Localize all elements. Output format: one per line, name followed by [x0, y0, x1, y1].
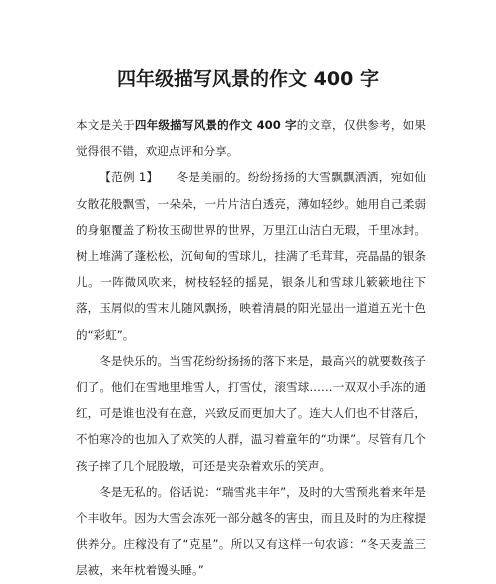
intro-paragraph — [76, 112, 426, 164]
intro-bold-title: 四年级描写风景的作文 400 字 — [134, 118, 297, 132]
paragraph-2: 冬是快乐的。当雪花纷纷扬扬的落下来是，最高兴的就要数孩子们了。他们在雪地里堆雪人，打雪仗，滚雪球……一双双小手冻的通红，可是谁也没有在意，兴致反而更加大了。连大人们也不甘落后，不怕寒冷的也加入了欢笑的人群，温习着童年的“功课”。尽管有几个孩子摔了几个屁股墩，可还是夹杂着欢乐的笑声。 — [76, 353, 426, 473]
intro-suffix: 的文章，仅供参考，如果觉得很不错，欢迎点评和分享。 — [76, 118, 426, 159]
intro-prefix: 本文是关于 — [76, 118, 135, 132]
paragraph-3: 冬是无私的。俗话说：“瑞雪兆丰年”，及时的大雪预兆着来年是个丰收年。因为大雪会冻死一部分越冬的害虫，而且及时的为庄稼提供养分。庄稼没有了“克星”。所以又有这样一句农谚：“冬天麦盖三层被，来年枕着馒头睡。” — [76, 484, 426, 578]
paragraph-1: 【范例 1】 冬是美丽的。纷纷扬扬的大雪飘飘洒洒，宛如仙女散花般飘雪，一朵朵，一片片洁白透亮，薄如轻纱。她用自己柔弱的身躯覆盖了粉妆玉砌世界的世界，万里江山洁白无瑕，千里冰封。树上堆满了蓬松松，沉甸甸的雪球儿，挂满了毛茸茸，亮晶晶的银条儿。一阵微风吹来，树枝轻轻的摇晃，银条儿和雪球儿簌簌地往下落，玉屑似的雪末儿随风飘扬，映着清晨的阳光显出一道道五光十色的“彩虹”。 — [76, 170, 426, 342]
document-title: 四年级描写风景的作文 400 字 — [117, 68, 379, 90]
document-body — [76, 112, 426, 584]
